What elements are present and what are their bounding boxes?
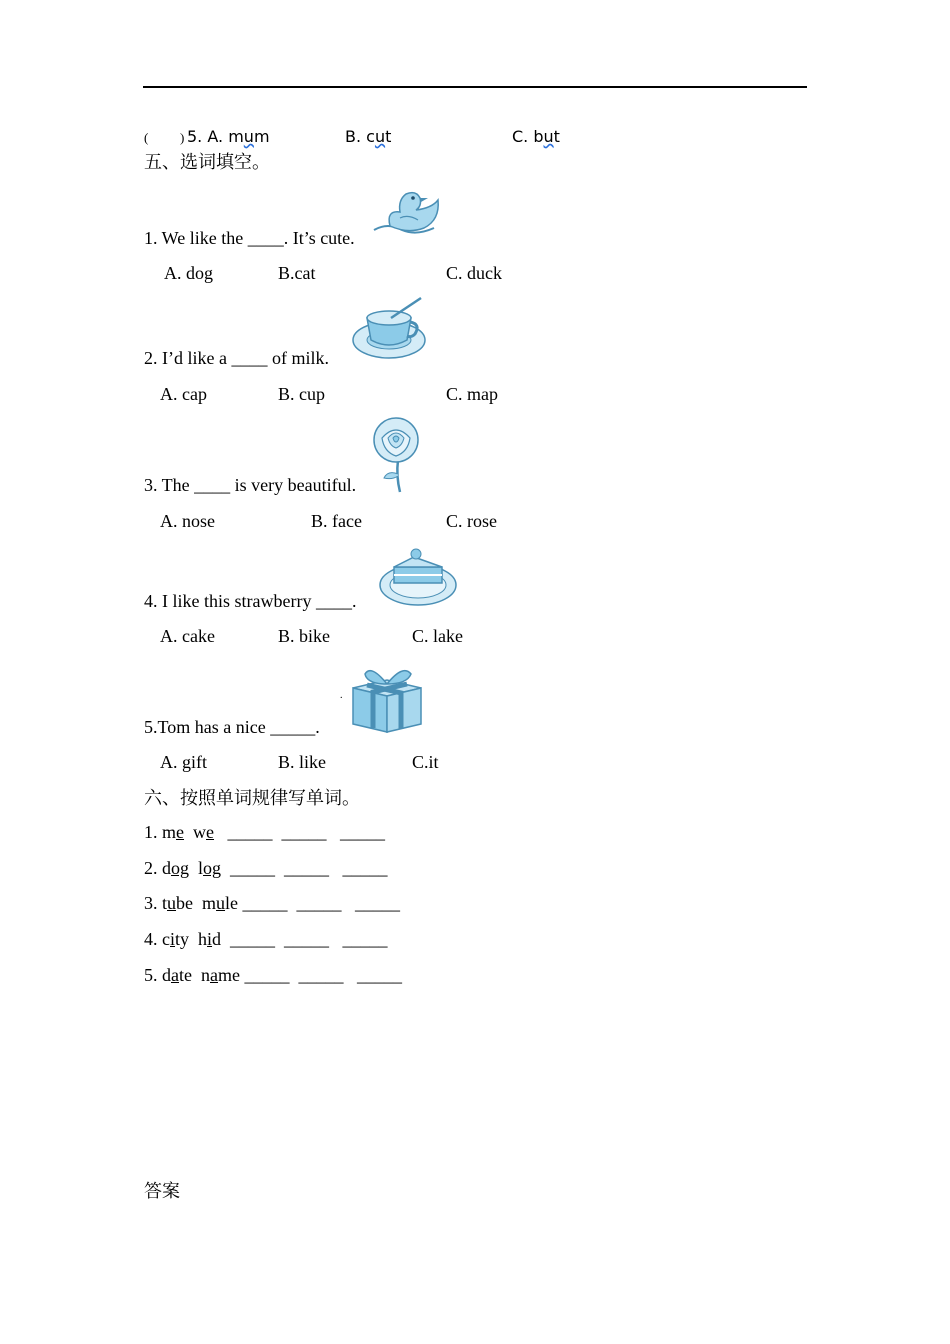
marked-letter: og: [203, 858, 222, 878]
marked-letter: u: [167, 893, 177, 913]
pattern-row-5: [144, 964, 402, 986]
word-part: m: [228, 127, 244, 146]
word-part: m: [253, 127, 270, 146]
answer-blanks[interactable]: _____ _____ _____: [230, 858, 388, 878]
word-part: be: [176, 893, 194, 913]
answer-blanks[interactable]: _____ _____ _____: [244, 965, 402, 985]
answers-title: 答案: [144, 1181, 180, 1201]
word-part: le: [225, 893, 239, 913]
q2-option-c[interactable]: C. map: [446, 384, 498, 404]
marked-letter: i: [170, 929, 176, 949]
pattern-row-1: [144, 821, 385, 843]
question-3-text: 3. The ____ is very beautiful.: [144, 475, 357, 495]
item-5-options-b: [345, 126, 391, 148]
q1-option-a[interactable]: A. dog: [164, 263, 213, 283]
q3-option-a[interactable]: A. nose: [160, 511, 215, 531]
marked-letter: u: [374, 127, 386, 146]
word-part: t: [553, 127, 560, 146]
q1-option-b[interactable]: B.cat: [278, 263, 316, 283]
cake-icon: [378, 545, 458, 607]
q3-option-b[interactable]: B. face: [311, 511, 362, 531]
q4-option-a[interactable]: A. cake: [160, 626, 215, 646]
pattern-row-2: [144, 857, 388, 879]
word-part: t: [162, 893, 168, 913]
word-part: t: [385, 127, 392, 146]
option-label: B.: [345, 127, 362, 146]
answer-blanks[interactable]: _____ _____ _____: [227, 822, 386, 842]
word-part: te: [179, 965, 192, 985]
marked-letter: u: [543, 127, 554, 146]
section-6-title: 六、按照单词规律写单词。: [144, 788, 360, 808]
pattern-row-4: [144, 928, 388, 950]
marked-letter: og: [171, 858, 189, 878]
answer-blanks[interactable]: _____ _____ _____: [230, 929, 388, 949]
word-part: m: [202, 893, 217, 913]
question-2-text: 2. I’d like a ____ of milk.: [144, 348, 329, 368]
q4-option-c[interactable]: C. lake: [412, 626, 463, 646]
header-rule: [143, 86, 807, 88]
answer-blanks[interactable]: _____ _____ _____: [242, 893, 401, 913]
word-part: h: [198, 929, 208, 949]
word-part: ty: [175, 929, 190, 949]
item-5-options-a: [187, 126, 270, 148]
q1-option-c[interactable]: C. duck: [446, 263, 502, 283]
rose-icon: [368, 416, 424, 494]
item-5-options-c: [512, 126, 560, 148]
q2-option-a[interactable]: A. cap: [160, 384, 207, 404]
row-number: 3.: [144, 893, 158, 913]
q5-option-c[interactable]: C.it: [412, 752, 439, 772]
q3-option-c[interactable]: C. rose: [446, 511, 497, 531]
row-number: 5.: [144, 965, 158, 985]
option-label: C.: [512, 127, 529, 146]
q5-option-b[interactable]: B. like: [278, 752, 326, 772]
gift-icon: [349, 660, 425, 734]
q5-option-a[interactable]: A. gift: [160, 752, 207, 772]
word-part: m: [162, 822, 177, 842]
q4-option-b[interactable]: B. bike: [278, 626, 330, 646]
question-1-text: 1. We like the ____. It’s cute.: [144, 228, 355, 248]
answer-paren-open: (: [144, 130, 149, 145]
word-part: b: [533, 127, 544, 146]
row-number: 4.: [144, 929, 158, 949]
word-part: d: [212, 929, 222, 949]
option-label: A.: [207, 127, 224, 146]
marked-letter: i: [207, 929, 213, 949]
word-part: w: [193, 822, 207, 842]
answer-paren-close: ): [180, 130, 185, 145]
marked-letter: a: [171, 965, 179, 985]
duck-icon: [368, 186, 444, 240]
marked-letter: u: [216, 893, 226, 913]
pattern-row-3: [144, 892, 400, 914]
stray-dot: .: [340, 690, 343, 701]
word-part: d: [162, 965, 171, 985]
word-part: me: [218, 965, 240, 985]
q2-option-b[interactable]: B. cup: [278, 384, 325, 404]
question-5-text: 5.Tom has a nice _____.: [144, 717, 320, 737]
word-part: n: [201, 965, 210, 985]
item-number: 5.: [187, 127, 203, 146]
word-part: l: [198, 858, 204, 878]
cup-icon: [351, 296, 427, 362]
marked-letter: a: [210, 965, 218, 985]
marked-letter: e: [176, 822, 185, 842]
question-4-text: 4. I like this strawberry ____.: [144, 591, 357, 611]
word-part: d: [162, 858, 171, 878]
word-part: c: [162, 929, 170, 949]
marked-letter: u: [243, 127, 254, 146]
row-number: 1.: [144, 822, 158, 842]
marked-letter: e: [206, 822, 215, 842]
row-number: 2.: [144, 858, 158, 878]
word-part: c: [366, 127, 375, 146]
section-5-title: 五、选词填空。: [144, 152, 270, 172]
